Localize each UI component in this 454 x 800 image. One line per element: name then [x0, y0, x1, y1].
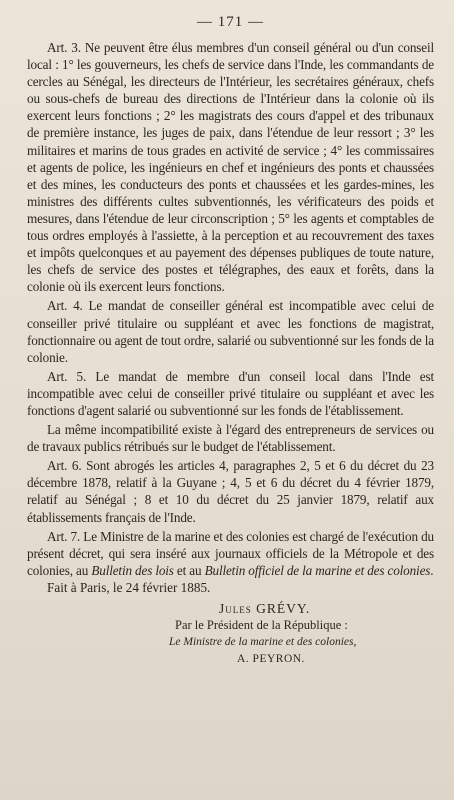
bulletin-des-lois: Bulletin des lois — [91, 562, 174, 578]
article-7-text: Art. 7. Le Ministre de la marine et des colonies est chargé de l'exécution du présent décret, qui sera inséré aux journaux officiels de la Métropole et des colonies, au — [27, 528, 434, 578]
by-the-president: Par le Président de la République : — [175, 617, 348, 632]
page-number: — 171 — — [197, 14, 264, 30]
article-7-end: . — [430, 562, 434, 578]
article-4: Art. 4. Le mandat de conseiller général est incompatible avec celui de conseiller privé titulaire ou suppléant et avec les fonctions de magistrat, fonctionnaire ou agent de tout ordre, salarié ou subventionné sur les fonds de la colonie. — [27, 298, 434, 365]
signature-block — [27, 600, 434, 668]
article-5: Art. 5. Le mandat de membre d'un conseil local dans l'Inde est incompatible avec celui de conseiller privé titulaire ou suppléant et avec les fonctions d'agent salarié ou subventionné sur les fonds de l'établissement. — [27, 368, 434, 418]
minister-title: Le Ministre de la marine et des colonies, — [169, 635, 357, 648]
article-7-joiner: et au — [173, 562, 205, 578]
date-line: Fait à Paris, le 24 février 1885. — [47, 579, 211, 595]
article-6: Art. 6. Sont abrogés les articles 4, paragraphes 2, 5 et 6 du décret du 23 décembre 1878, relatif à la Guyane ; 4, 5 et 6 du décret du 4 février 1879, relatif au Sénégal ; 8 et 10 du décret du 25 janvier 1879, relatif aux établissements français de l'Inde. — [27, 458, 434, 525]
president-signature: Jules GRÉVY. — [219, 600, 311, 616]
article-7 — [27, 528, 434, 579]
minister-name: A. PEYRON. — [237, 652, 305, 665]
article-3: Art. 3. Ne peuvent être élus membres d'un conseil général ou d'un conseil local : 1° les gouverneurs, les chefs de service dans l'Inde, les commandants de cercles au Sénégal, les directeurs de l'Intérieur, les secrétaires généraux, chefs ou sous-chefs de bureau des directions de l'Intérieur dans la colonie où ils exercent leurs fonctions ; 2° les magistrats des cours d'appel et des tribunaux de première instance, les juges de paix, dans l'étendue de leur ressort ; 3° les militaires et marins de tous grades en activité de service ; 4° les commissaires et agents de police, les ingénieurs en chef et ingénieurs des ponts et chaussées et des mines, les conducteurs des ponts et chaussées et les gardes-mines, les ministres des différents cultes subventionnés, les vérificateurs des poids et mesures, dans l'étendue de leur circonscription ; 5° les agents et comptables de tous ordres employés à l'assiette, à la perception et au recouvrement des taxes et impôts quelconques et au payement des dépenses publiques de toute nature, les chefs de service des postes et télégraphes, des eaux et forêts, dans la colonie où ils exercent leurs fonctions. — [27, 40, 434, 295]
bulletin-officiel: Bulletin officiel de la marine et des colonies — [204, 562, 431, 578]
article-5-incompatibility: La même incompatibilité existe à l'égard des entrepreneurs de services ou de travaux publics rétribués sur le budget de l'établissement. — [27, 422, 434, 455]
